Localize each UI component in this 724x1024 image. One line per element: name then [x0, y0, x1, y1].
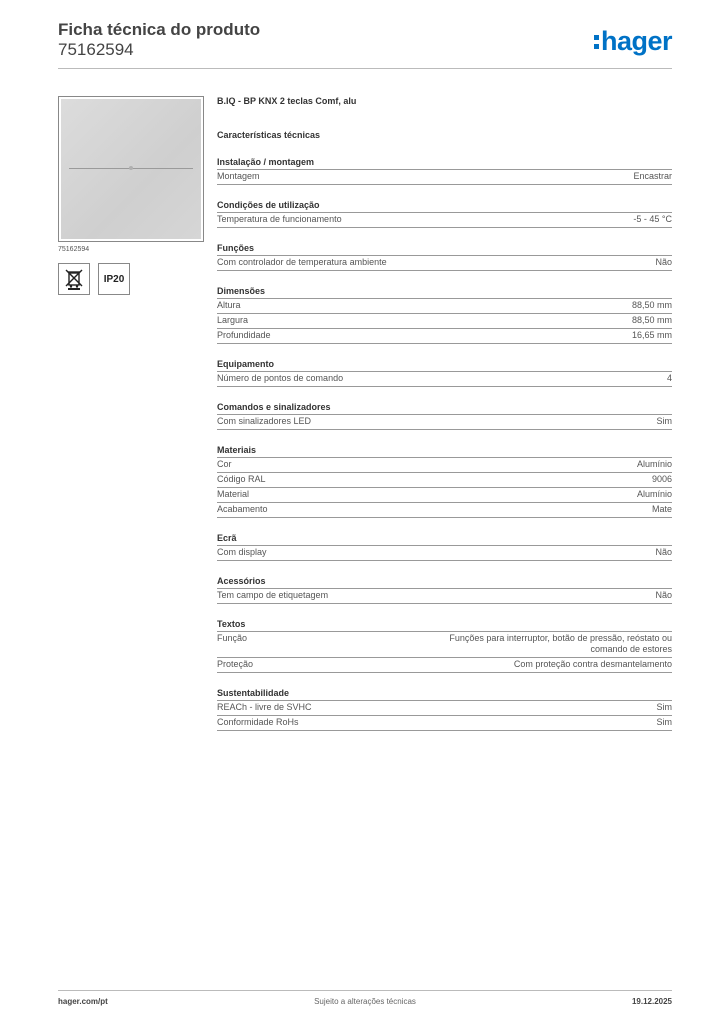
section-title: Ecrã — [217, 532, 672, 546]
spec-value: Alumínio — [636, 459, 672, 469]
section-title: Instalação / montagem — [217, 156, 672, 170]
section-title: Textos — [217, 618, 672, 632]
section-title: Comandos e sinalizadores — [217, 401, 672, 415]
footer-divider — [58, 990, 672, 991]
spec-value: 88,50 mm — [631, 300, 672, 310]
section-title: Equipamento — [217, 358, 672, 372]
spec-row — [217, 701, 672, 716]
spec-value: Mate — [651, 504, 672, 514]
spec-label: Conformidade RoHs — [217, 717, 299, 727]
spec-row — [217, 170, 672, 185]
section-title: Acessórios — [217, 575, 672, 589]
spec-value: Sim — [656, 416, 672, 426]
spec-heading: Características técnicas — [217, 130, 321, 140]
spec-section — [217, 532, 672, 561]
header-divider — [58, 68, 672, 69]
product-image — [58, 96, 204, 242]
footer-date: 19.12.2025 — [631, 997, 672, 1006]
image-reference: 75162594 — [58, 246, 90, 253]
footer-notice: Sujeito a alterações técnicas — [314, 997, 416, 1006]
spec-label: Código RAL — [217, 474, 266, 484]
spec-row — [217, 314, 672, 329]
spec-value: 16,65 mm — [631, 330, 672, 340]
spec-section — [217, 444, 672, 518]
spec-label: Acabamento — [217, 504, 268, 514]
spec-section — [217, 687, 672, 731]
spec-label: Com sinalizadores LED — [217, 416, 312, 426]
section-title: Materiais — [217, 444, 672, 458]
spec-value: Com proteção contra desmantelamento — [513, 659, 672, 669]
specifications-column — [217, 96, 672, 731]
spec-value: Sim — [656, 702, 672, 712]
spec-label: Com controlador de temperatura ambiente — [217, 257, 387, 267]
spec-label: REACh - livre de SVHC — [217, 702, 312, 712]
spec-row — [217, 299, 672, 314]
spec-value: 9006 — [651, 474, 672, 484]
spec-section — [217, 401, 672, 430]
section-title: Funções — [217, 242, 672, 256]
spec-value: Encastrar — [633, 171, 672, 181]
spec-value: Sim — [656, 717, 672, 727]
spec-label: Montagem — [217, 171, 260, 181]
spec-section — [217, 285, 672, 344]
spec-value: 88,50 mm — [631, 315, 672, 325]
footer-website[interactable]: hager.com/pt — [58, 997, 108, 1006]
spec-section — [217, 575, 672, 604]
spec-section — [217, 199, 672, 228]
product-number: 75162594 — [58, 40, 134, 59]
spec-label: Altura — [217, 300, 241, 310]
spec-row — [217, 658, 672, 673]
logo-dots-icon — [594, 35, 599, 49]
document-title: Ficha técnica do produto — [58, 20, 261, 39]
section-title: Sustentabilidade — [217, 687, 672, 701]
spec-sections — [217, 156, 672, 731]
key-split-dot — [129, 166, 133, 170]
certification-badges — [58, 263, 202, 295]
spec-label: Profundidade — [217, 330, 271, 340]
spec-value: -5 - 45 °C — [633, 214, 672, 224]
spec-label: Com display — [217, 547, 267, 557]
spec-label: Temperatura de funcionamento — [217, 214, 342, 224]
spec-row — [217, 473, 672, 488]
spec-value: Não — [655, 590, 672, 600]
spec-row — [217, 458, 672, 473]
page-header — [58, 20, 672, 68]
spec-row — [217, 503, 672, 518]
spec-row — [217, 372, 672, 387]
spec-section — [217, 156, 672, 185]
spec-section — [217, 618, 672, 673]
section-title: Dimensões — [217, 285, 672, 299]
spec-value: Funções para interruptor, botão de pressão, reóstato ou comando de estores — [449, 633, 672, 654]
spec-label: Cor — [217, 459, 232, 469]
logo-text: hager — [600, 26, 672, 56]
spec-value: 4 — [666, 373, 672, 383]
hager-logo — [594, 26, 672, 57]
spec-label: Função — [217, 633, 248, 643]
spec-row — [217, 546, 672, 561]
spec-value: Não — [655, 547, 672, 557]
spec-row — [217, 589, 672, 604]
spec-row — [217, 488, 672, 503]
weee-bin-icon — [58, 263, 90, 295]
push-button-plate-image — [61, 99, 201, 239]
section-title: Condições de utilização — [217, 199, 672, 213]
spec-value: Não — [655, 257, 672, 267]
spec-row — [217, 415, 672, 430]
spec-row — [217, 329, 672, 344]
left-column — [58, 96, 202, 295]
spec-row — [217, 256, 672, 271]
spec-label: Proteção — [217, 659, 254, 669]
spec-row — [217, 213, 672, 228]
spec-label: Número de pontos de comando — [217, 373, 344, 383]
product-name: B.IQ - BP KNX 2 teclas Comf, alu — [217, 96, 357, 106]
spec-section — [217, 242, 672, 271]
spec-row — [217, 632, 672, 658]
spec-value: Alumínio — [636, 489, 672, 499]
spec-label: Largura — [217, 315, 249, 325]
spec-label: Tem campo de etiquetagem — [217, 590, 329, 600]
spec-row — [217, 716, 672, 731]
spec-label: Material — [217, 489, 250, 499]
spec-section — [217, 358, 672, 387]
ip20-badge: IP20 — [98, 263, 130, 295]
